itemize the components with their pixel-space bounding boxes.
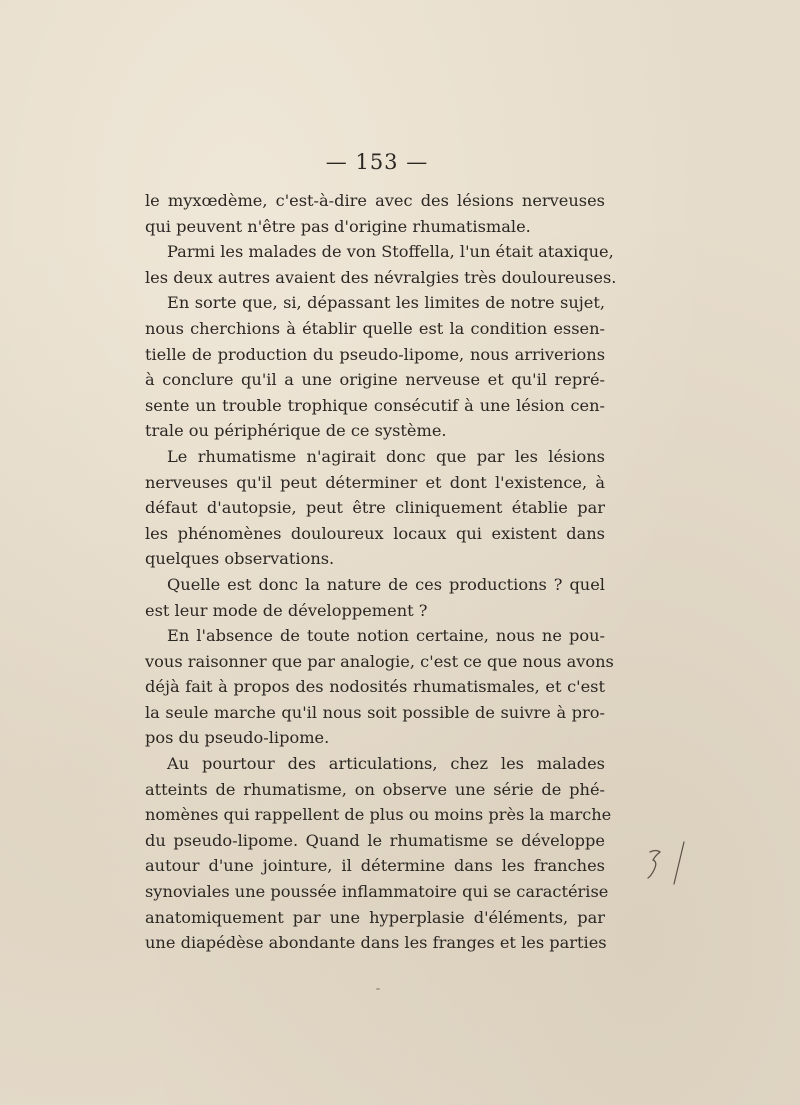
text-line: Le rhumatisme n'agirait donc que par les lésions <box>167 446 605 466</box>
text-line: du pseudo-lipome. Quand le rhumatisme se développe <box>145 830 605 850</box>
text-line: nous cherchions à établir quelle est la condition essen- <box>145 318 605 338</box>
text-line: Quelle est donc la nature de ces productions ? quel <box>167 574 605 594</box>
body-text <box>145 188 617 956</box>
page-number: — 153 — <box>325 150 429 174</box>
text-line: pos du pseudo-lipome. <box>145 728 330 748</box>
text-line: En l'absence de toute notion certaine, nous ne pou- <box>167 626 605 646</box>
text-line: est leur mode de développement ? <box>145 600 428 620</box>
paper-speck <box>376 988 380 990</box>
text-line: autour d'une jointure, il détermine dans les franches <box>145 856 605 876</box>
text-line: vous raisonner que par analogie, c'est ce que nous avons <box>145 651 614 671</box>
text-line: les deux autres avaient des névralgies très douloureuses. <box>145 267 617 287</box>
text-line: anatomiquement par une hyperplasie d'éléments, par <box>145 907 605 927</box>
text-line: Au pourtour des articulations, chez les malades <box>167 754 605 774</box>
pencil-mark-icon <box>640 838 700 888</box>
text-line: la seule marche qu'il nous soit possible de suivre à pro- <box>145 702 605 722</box>
handwritten-margin-mark <box>640 838 700 888</box>
text-line: nomènes qui rappellent de plus ou moins près la marche <box>145 805 612 825</box>
text-line: atteints de rhumatisme, on observe une série de phé- <box>145 779 605 799</box>
text-line: nerveuses qu'il peut déterminer et dont l'existence, à <box>145 472 605 492</box>
text-line: défaut d'autopsie, peut être cliniquement établie par <box>145 498 605 518</box>
text-line: trale ou périphérique de ce système. <box>145 421 447 441</box>
text-line: qui peuvent n'être pas d'origine rhumatismale. <box>145 216 531 236</box>
text-line: Parmi les malades de von Stoffella, l'un était ataxique, <box>167 242 614 262</box>
text-line: sente un trouble trophique consécutif à une lésion cen- <box>145 395 605 415</box>
text-line: En sorte que, si, dépassant les limites de notre sujet, <box>167 293 605 313</box>
text-line: une diapédèse abondante dans les franges et les parties <box>145 933 607 953</box>
text-line: à conclure qu'il a une origine nerveuse et qu'il repré- <box>145 370 605 390</box>
text-line: les phénomènes douloureux locaux qui existent dans <box>145 523 605 543</box>
text-line: le myxœdème, c'est-à-dire avec des lésions nerveuses <box>145 191 605 210</box>
text-line: quelques observations. <box>145 549 335 569</box>
text-line: synoviales une poussée inflammatoire qui se caractérise <box>145 882 609 902</box>
text-line: déjà fait à propos des nodosités rhumatismales, et c'est <box>145 677 605 697</box>
text-line: tielle de production du pseudo-lipome, nous arriverions <box>145 344 605 364</box>
